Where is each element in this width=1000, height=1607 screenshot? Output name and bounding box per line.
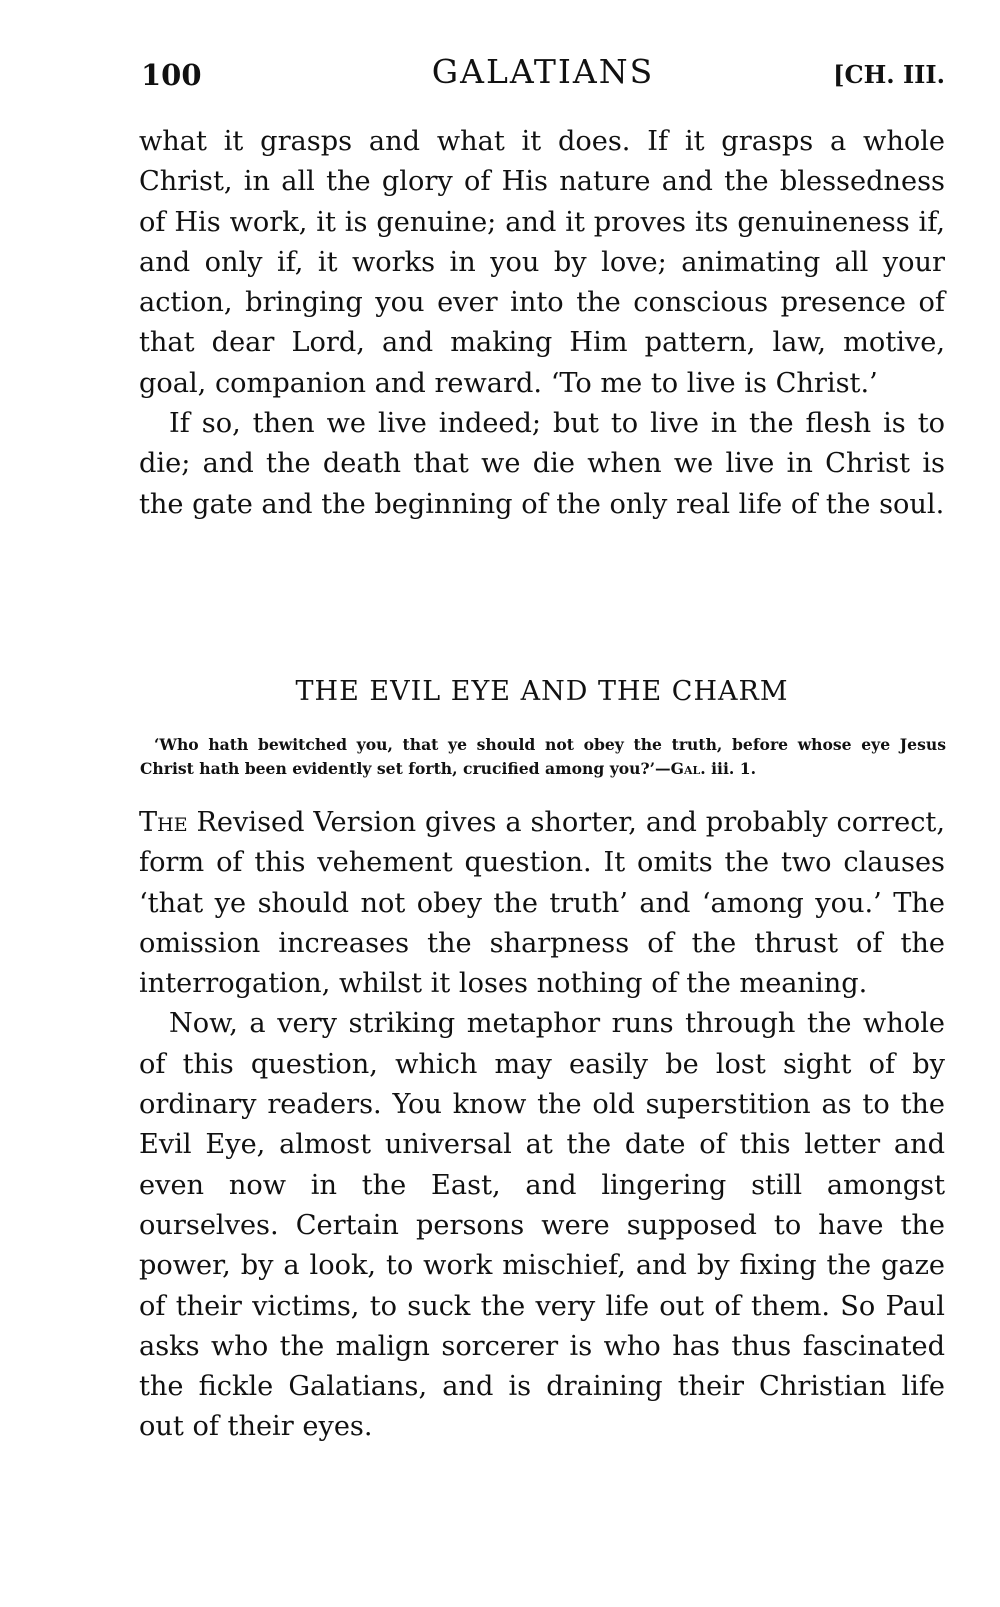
paragraph: Now, a very striking metaphor runs through the whole of this question, which may easily be lost sight of by ordinary readers. You know the old superstition as to the Evil Eye, almost universal at the date of this letter and even now in the East, and lingering still amongst ourselves. Certain persons were supposed to have the power, by a look, to work mischief, and by fixing the gaze of their victims, to suck the very life out of them. So Paul asks who the malign sorcerer is who has thus fascinated the fickle Galatians, and is draining their Christian life out of their eyes. [139,1008,945,1443]
section-body [139,803,945,1448]
running-head [141,52,945,102]
section-heading: THE EVIL EYE AND THE CHARM [295,676,789,707]
paragraph: If so, then we live indeed; but to live in the flesh is to die; and the death that we die when we live in Christ is the gate and the beginning of the only real life of the soul. [139,408,945,520]
lead-word: The [139,807,188,838]
chapter-reference: [CH. III. [833,60,945,89]
continuation-text [139,122,945,525]
epigraph-quote: ‘Who hath bewitched you, that ye should not obey the truth, before whose eye Jesus Christ hath been evidently set forth, crucified among you?’— [140,735,946,778]
running-title: GALATIANS [431,52,655,91]
epigraph-reference-book: Gal. [670,759,706,778]
epigraph [140,733,946,781]
page-number: 100 [141,58,202,92]
paragraph-text: Revised Version gives a shorter, and probably correct, form of this vehement question. It omits the two clauses ‘that ye should not obey the truth’ and ‘among you.’ The omission increases the sharpness of the thrust of the interrogation, whilst it loses nothing of the meaning. [139,807,945,1000]
paragraph [139,803,945,1004]
epigraph-reference-verse: iii. 1. [711,759,757,778]
paragraph: what it grasps and what it does. If it grasps a whole Christ, in all the glory of His nature and the blessedness of His work, it is genuine; and it proves its genuineness if, and only if, it works in you by love; animating all your action, bringing you ever into the conscious presence of that dear Lord, and making Him pattern, law, motive, goal, companion and reward. ‘To me to live is Christ.’ [139,126,945,399]
